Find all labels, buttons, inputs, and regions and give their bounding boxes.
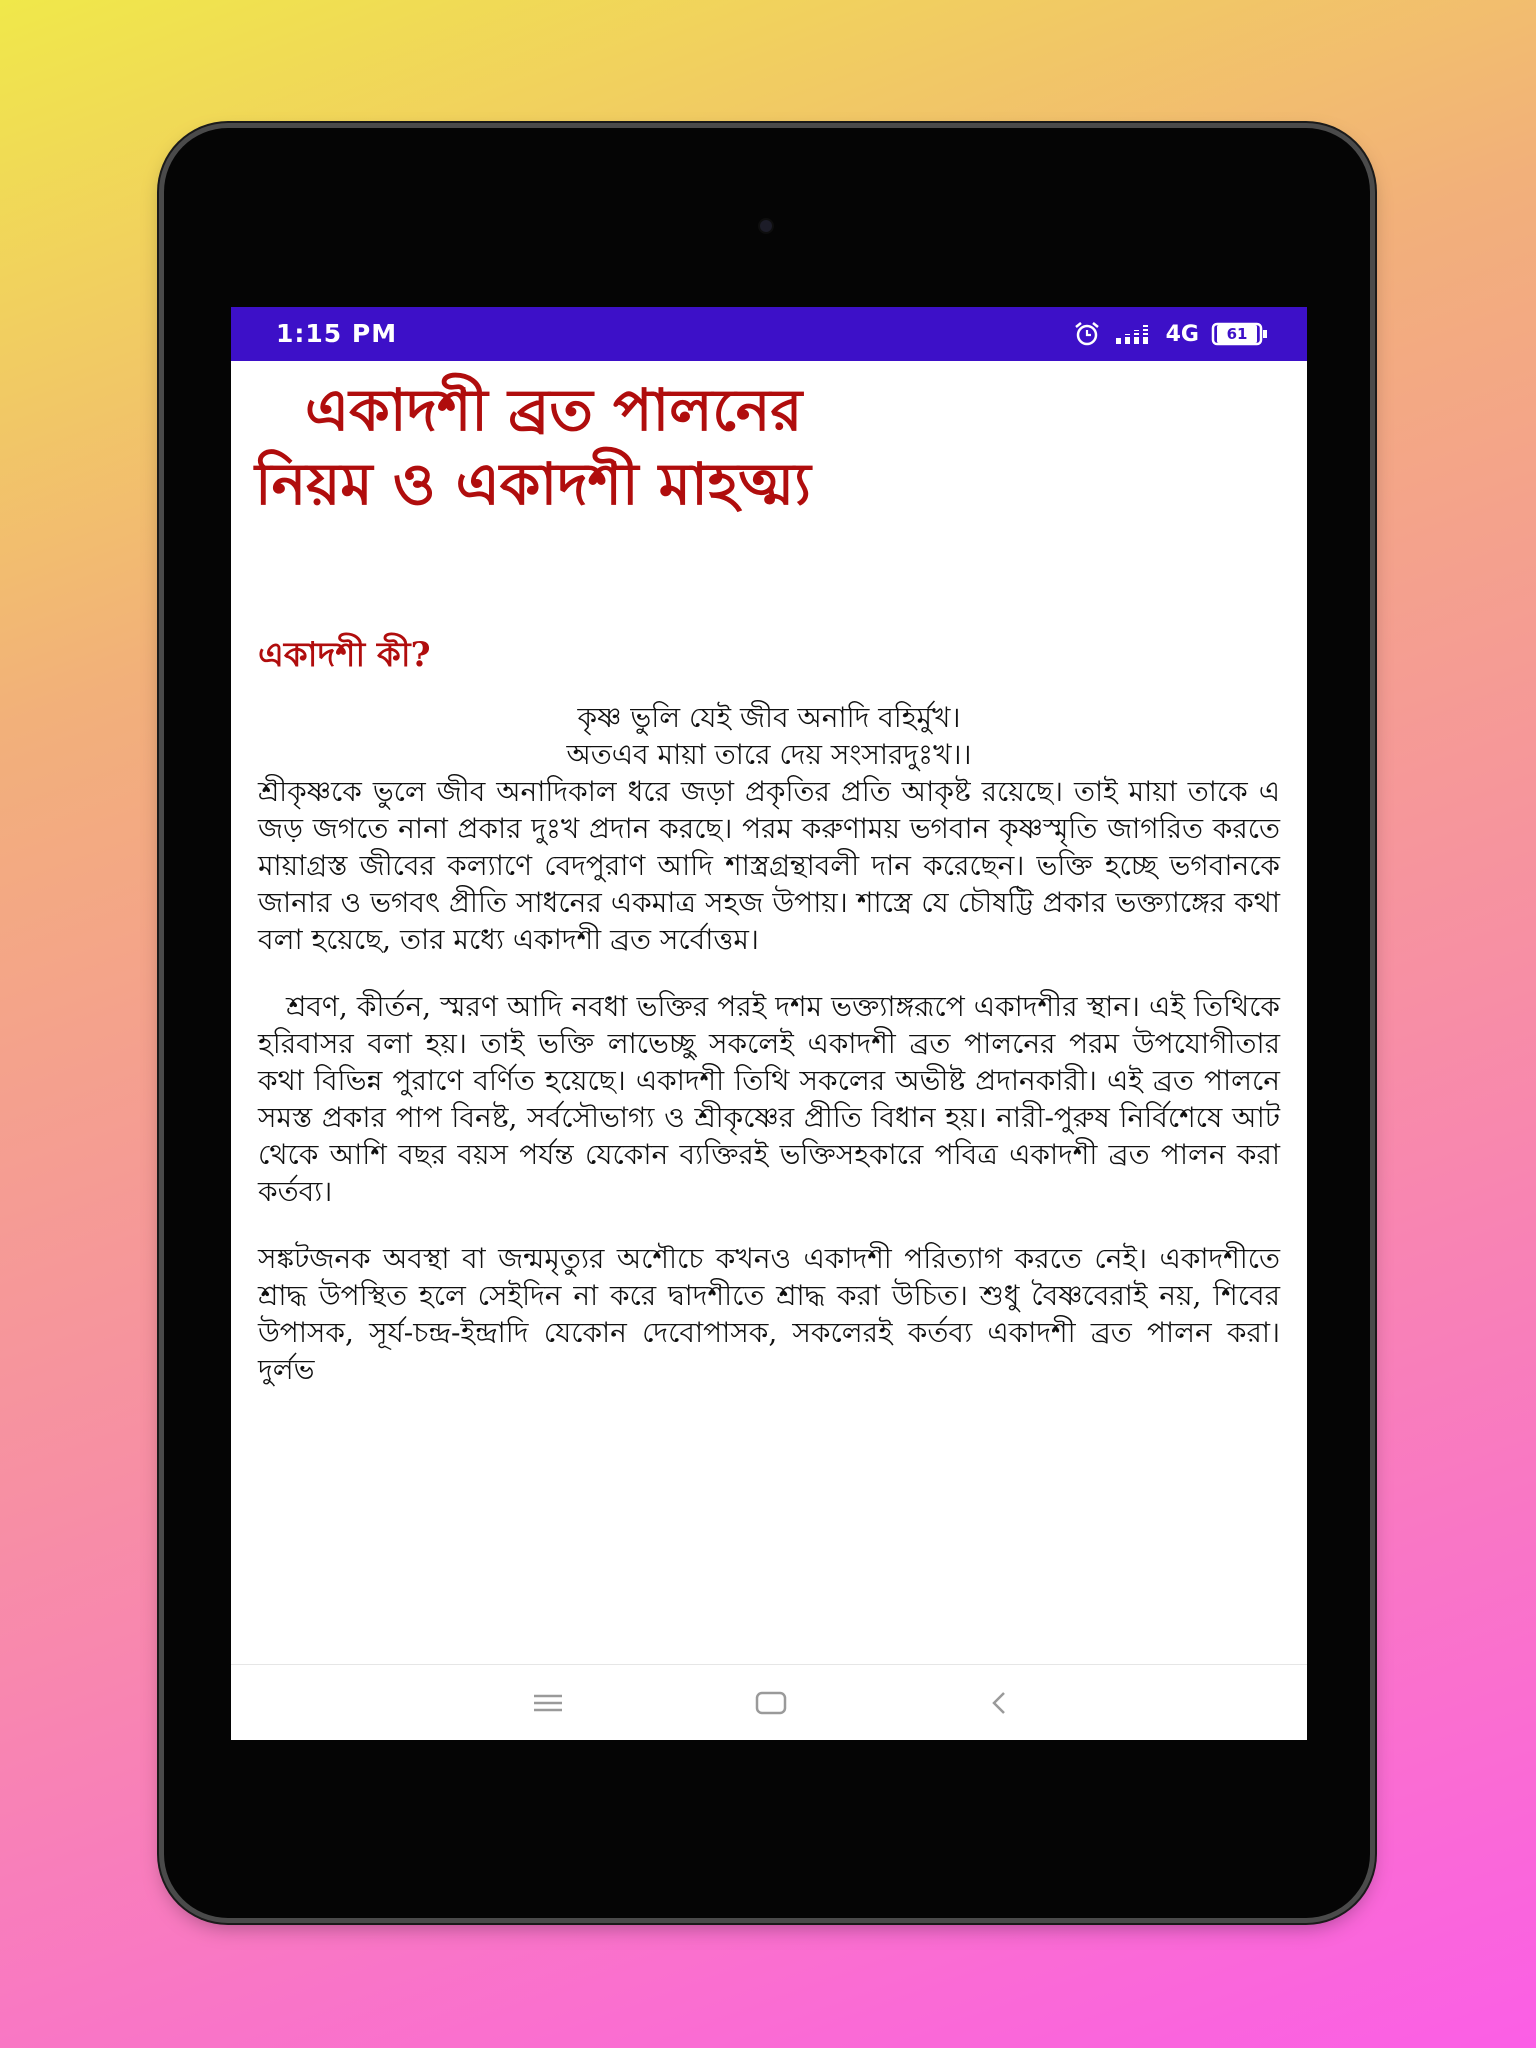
paragraph-3: সঙ্কটজনক অবস্থা বা জন্মমৃত্যুর অশৌচে কখনও একাদশী পরিত্যাগ করতে নেই। একাদশীতে শ্রাদ্ধ উপস্থিত হলে সেইদিন না করে দ্বাদশীতে শ্রাদ্ধ করা উচিত। শুধু বৈষ্ণবেরাই নয়, শিবের উপাসক, সূর্য-চন্দ্র-ইন্দ্রাদি যেকোন দেবোপাসক, সকলেরই কর্তব্য একাদশী ব্রত পালন করা। দুর্লভ [258, 1242, 1280, 1386]
battery-level: 61 [1217, 325, 1257, 343]
verse [258, 699, 1280, 773]
section-heading: একাদশী কী? [258, 635, 431, 675]
home-icon[interactable] [751, 1687, 791, 1719]
status-time: 1:15 PM [276, 319, 398, 348]
front-camera [760, 220, 772, 232]
back-icon[interactable] [979, 1687, 1019, 1719]
title-line-2: নিয়ম ও একাদশী মাহত্ম্য [255, 450, 811, 518]
status-icons [1072, 317, 1269, 351]
verse-line-1: কৃষ্ণ ভুলি যেই জীব অনাদি বহির্মুখ। [577, 701, 961, 734]
title-line-1: একাদশী ব্রত পালনের [305, 376, 803, 444]
paragraph-2: শ্রবণ, কীর্তন, স্মরণ আদি নবধা ভক্তির পরই দশম ভক্ত্যাঙ্গরূপে একাদশীর স্থান। এই তিথিকে হরিবাসর বলা হয়। তাই ভক্তি লাভেচ্ছু সকলেই একাদশী ব্রত পালনের পরম উপযোগীতার কথা বিভিন্ন পুরাণে বর্ণিত হয়েছে। একাদশী তিথি সকলের অভীষ্ট প্রদানকারী। এই ব্রত পালনে সমস্ত প্রকার পাপ বিনষ্ট, সর্বসৌভাগ্য ও শ্রীকৃষ্ণের প্রীতি বিধান হয়। নারী-পুরুষ নির্বিশেষে আট থেকে আশি বছর বয়স পর্যন্ত যেকোন ব্যক্তিরই ভক্তিসহকারে পবিত্র একাদশী ব্রত পালন করা কর্তব্য। [258, 990, 1280, 1208]
network-type: 4G [1165, 321, 1199, 347]
battery-icon [1211, 321, 1269, 347]
menu-icon[interactable] [528, 1687, 568, 1719]
navigation-bar [231, 1664, 1307, 1740]
alarm-icon [1072, 321, 1102, 347]
tablet-frame [164, 128, 1370, 1918]
paragraph-1: শ্রীকৃষ্ণকে ভুলে জীব অনাদিকাল ধরে জড়া প্রকৃতির প্রতি আকৃষ্ট রয়েছে। তাই মায়া তাকে এ জড় জগতে নানা প্রকার দুঃখ প্রদান করছে। পরম করুণাময় ভগবান কৃষ্ণস্মৃতি জাগরিত করতে মায়াগ্রস্ত জীবের কল্যাণে বেদপুরাণ আদি শাস্ত্রগ্রন্থাবলী দান করেছেন। ভক্তি হচ্ছে ভগবানকে জানার ও ভগবৎ প্রীতি সাধনের একমাত্র সহজ উপায়। শাস্ত্রে যে চৌষট্টি প্রকার ভক্ত্যাঙ্গের কথা বলা হয়েছে, তার মধ্যে একাদশী ব্রত সর্বোত্তম। [258, 775, 1280, 956]
article-title [231, 373, 1307, 521]
device-screen [231, 307, 1307, 1740]
article-body [231, 699, 1307, 1388]
article-content[interactable] [231, 361, 1307, 1664]
status-bar [231, 307, 1307, 361]
signal-icon [1114, 322, 1154, 346]
verse-line-2: অতএব মায়া তারে দেয় সংসারদুঃখ।। [566, 738, 972, 771]
